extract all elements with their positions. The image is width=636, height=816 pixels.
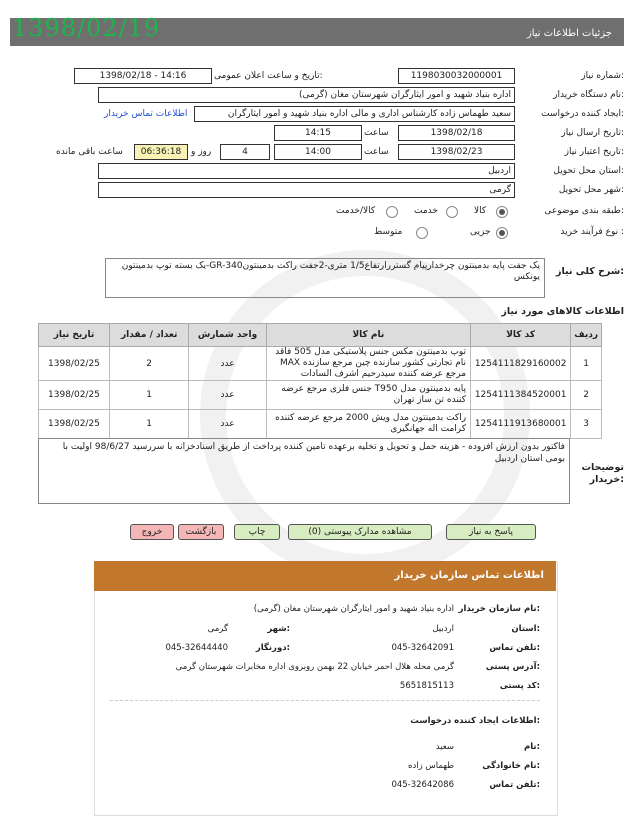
announce-field: 1398/02/18 - 14:16: [74, 68, 212, 84]
attachments-button[interactable]: مشاهده مدارک پیوستی (0): [288, 524, 432, 540]
days-label: روز و: [191, 147, 212, 157]
page-title: جزئیات اطلاعات نیاز: [526, 28, 612, 39]
print-button[interactable]: چاپ: [234, 524, 280, 540]
creator-name-label: نام:: [523, 742, 540, 752]
province-field: اردبیل: [98, 163, 515, 179]
back-button[interactable]: بازگشت: [178, 524, 224, 540]
row-code: 1254111384520001: [471, 381, 571, 410]
valid-time-label: ساعت: [364, 147, 389, 157]
category-radio-service[interactable]: [446, 206, 458, 218]
send-date-label: تاریخ ارسال نیاز:: [561, 128, 624, 138]
contact-fax-value: 045-32644440: [165, 643, 228, 653]
announce-label: تاریخ و ساعت اعلان عمومی:: [214, 71, 323, 81]
creator-phone-label: تلفن تماس:: [489, 780, 540, 790]
summary-label: شرح کلی نیاز:: [555, 266, 624, 277]
province-label: استان محل تحویل:: [553, 166, 624, 176]
contact-postal-value: 5651815113: [399, 681, 454, 691]
city-field: گرمی: [98, 182, 515, 198]
send-date-field: 1398/02/18: [398, 125, 515, 141]
col-unit: واحد شمارش: [189, 324, 266, 347]
contact-city-label: شهر:: [267, 624, 290, 634]
contact-org-value: اداره بنیاد شهید و امور ایثارگران شهرستان مغان (گرمی): [253, 604, 454, 614]
purchase-option-minor: جزیی: [470, 227, 491, 237]
category-option-goods: کالا: [474, 206, 487, 216]
buyer-org-field: اداره بنیاد شهید و امور ایثارگران شهرستان مغان (گرمی): [98, 87, 515, 103]
notes-textarea: فاکتور بدون ارزش افزوده - هزینه حمل و تحویل و تخلیه برعهده تامین کننده پرداخت از طریق اسنادخزانه با سررسید 98/6/27 اولیت با بومی استان اردبیل: [38, 438, 570, 504]
col-name: نام کالا: [266, 324, 470, 347]
contact-address-value: گرمی محله هلال احمر خیابان 22 بهمن روبروی اداره مخابرات شهرستان گرمی: [175, 662, 454, 672]
table-row: [39, 381, 602, 410]
creator-label: ایجاد کننده درخواست:: [541, 109, 624, 119]
city-label: شهر محل تحویل:: [558, 185, 624, 195]
items-table: [38, 323, 602, 439]
buyer-org-label: نام دستگاه خریدار:: [553, 90, 624, 100]
creator-family-label: نام خانوادگی:: [482, 761, 540, 771]
creator-family-value: طهماس زاده: [408, 761, 454, 771]
category-label: طبقه بندی موضوعی:: [544, 206, 624, 216]
need-number-label: شماره نیاز:: [581, 71, 624, 81]
row-date: 1398/02/25: [39, 347, 110, 381]
category-option-both: کالا/خدمت: [336, 206, 376, 216]
row-code: 1254111913680001: [471, 410, 571, 439]
row-index: 2: [571, 381, 602, 410]
need-number-field: 1198030032000001: [398, 68, 515, 84]
col-date: تاریخ نیاز: [39, 324, 110, 347]
category-radio-goods[interactable]: [496, 206, 508, 218]
contact-city-value: گرمی: [207, 624, 228, 634]
contact-org-label: نام سازمان خریدار:: [458, 604, 540, 614]
table-row: [39, 347, 602, 381]
contact-phone-label: تلفن تماس:: [489, 643, 540, 653]
purchase-radio-medium[interactable]: [416, 227, 428, 239]
contact-divider: [110, 700, 540, 701]
contact-fax-label: دورنگار:: [255, 643, 290, 653]
send-time-label: ساعت: [364, 128, 389, 138]
table-row: [39, 410, 602, 439]
remaining-time-field: 06:36:18: [134, 144, 188, 160]
contact-postal-label: کد پستی:: [499, 681, 540, 691]
valid-time-field: 14:00: [274, 144, 362, 160]
row-name: پایه بدمینتون مدل T950 جنس فلزی مرجع عرضه کننده تن ساز تهران: [266, 381, 470, 410]
summary-textarea: یک جفت پایه بدمینتون چرخدارپیام گستررارتفاع1/5 متری-2جفت راکت بدمینتونGR-340-یک بسته توپ بدمینتون یونکس: [105, 258, 545, 298]
row-qty: 2: [109, 347, 188, 381]
purchase-option-medium: متوسط: [374, 227, 403, 237]
col-qty: تعداد / مقدار: [109, 324, 188, 347]
days-field: 4: [220, 144, 270, 160]
row-qty: 1: [109, 381, 188, 410]
purchase-radio-minor[interactable]: [496, 227, 508, 239]
row-name: راکت بدمینتون مدل ویش 2000 مرجع عرضه کننده کرامت اله جهانگیری: [266, 410, 470, 439]
contact-card-header: [94, 561, 556, 591]
row-date: 1398/02/25: [39, 381, 110, 410]
items-title: اطلاعات کالاهای مورد نیاز: [501, 306, 624, 317]
valid-date-label: تاریخ اعتبار نیاز:: [564, 147, 624, 157]
notes-label: توضیحات خریدار:: [581, 462, 624, 485]
contact-card-title: اطلاعات تماس سازمان خریدار: [394, 570, 544, 581]
buyer-contact-link[interactable]: اطلاعات تماس خریدار: [104, 109, 188, 119]
contact-province-value: اردبیل: [432, 624, 454, 634]
row-unit: عدد: [189, 347, 266, 381]
col-code: کد کالا: [471, 324, 571, 347]
contact-province-label: استان:: [511, 624, 540, 634]
row-qty: 1: [109, 410, 188, 439]
reply-button[interactable]: پاسخ به نیاز: [446, 524, 536, 540]
purchase-type-label: نوع فرآیند خرید :: [560, 227, 624, 237]
col-index: ردیف: [571, 324, 602, 347]
remaining-label: ساعت باقی مانده: [56, 147, 123, 157]
category-radio-both[interactable]: [386, 206, 398, 218]
row-unit: عدد: [189, 410, 266, 439]
send-time-field: 14:15: [274, 125, 362, 141]
valid-date-field: 1398/02/23: [398, 144, 515, 160]
contact-phone-value: 045-32642091: [391, 643, 454, 653]
creator-section-title: اطلاعات ایجاد کننده درخواست:: [410, 716, 540, 726]
row-code: 1254111829160002: [471, 347, 571, 381]
contact-address-label: آدرس پستی:: [485, 662, 540, 672]
date-stamp: 1398/02/19: [12, 14, 161, 42]
creator-field: سعید طهماس زاده کارشناس اداری و مالی اداره بنیاد شهید و امور ایثارگران: [194, 106, 515, 122]
contact-card: [94, 561, 558, 816]
row-date: 1398/02/25: [39, 410, 110, 439]
creator-phone-value: 045-32642086: [391, 780, 454, 790]
row-index: 3: [571, 410, 602, 439]
row-name: توپ بدمینتون مکس جنس پلاستیکی مدل 505 فاقد نام تجارتی کشور سازنده چین مرجع سازنده MAX مرجع عرضه کننده سیدرحیم اشرف السادات: [266, 347, 470, 381]
exit-button[interactable]: خروج: [130, 524, 174, 540]
category-option-service: خدمت: [414, 206, 438, 216]
row-unit: عدد: [189, 381, 266, 410]
row-index: 1: [571, 347, 602, 381]
creator-name-value: سعید: [435, 742, 454, 752]
